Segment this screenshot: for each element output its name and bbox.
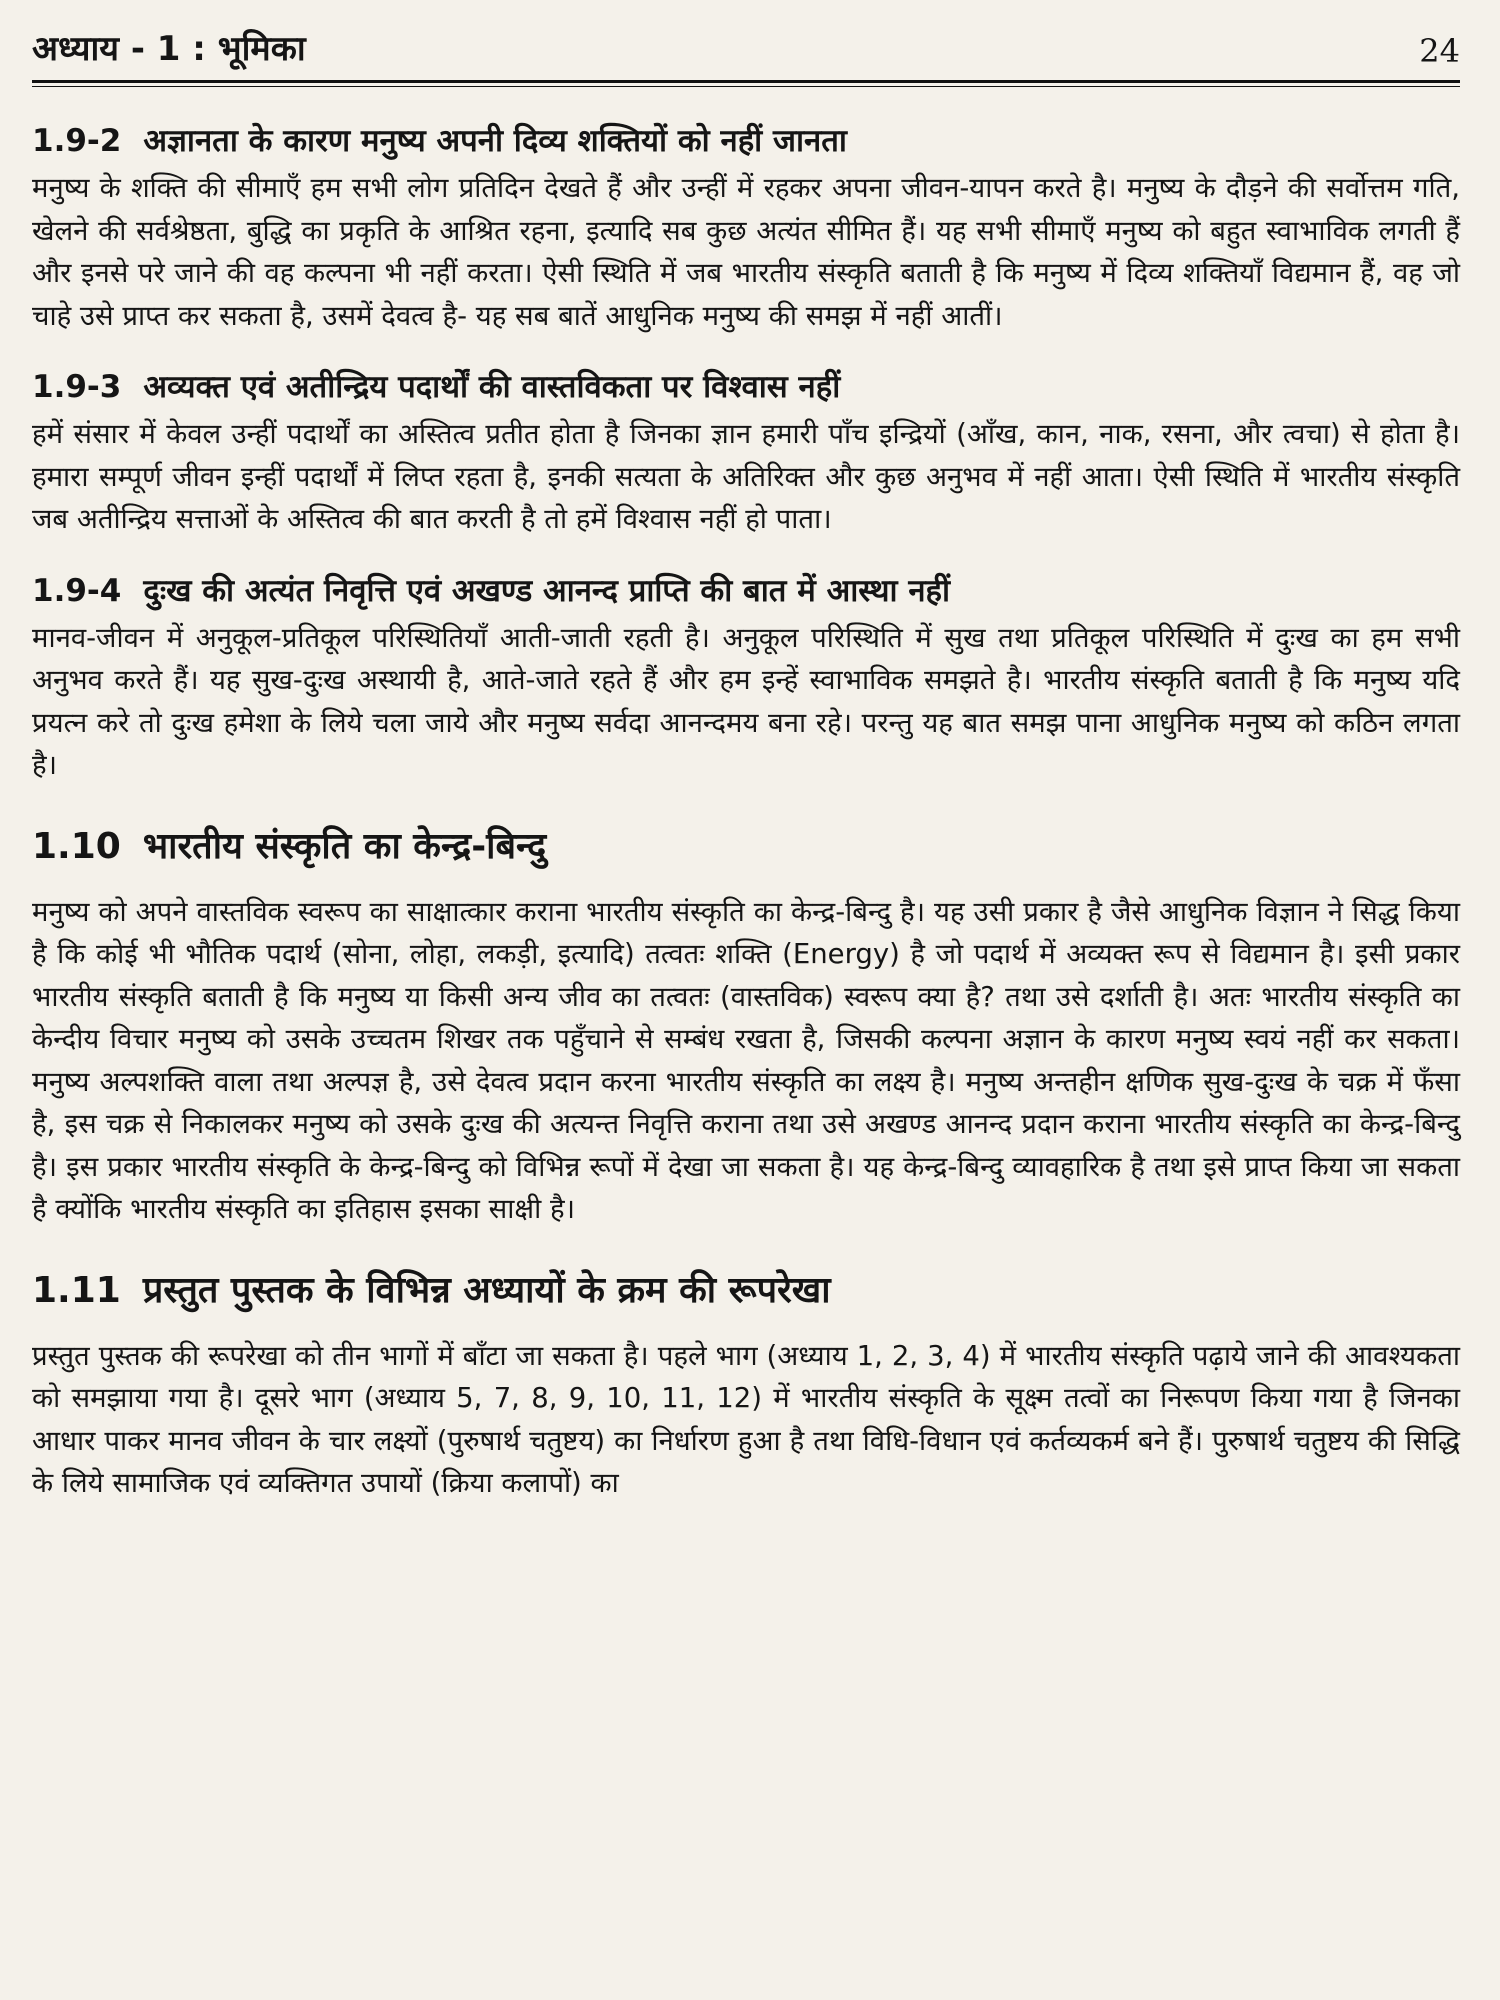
subsection-number: 1.9-3 bbox=[32, 369, 122, 405]
chapter-title: अध्याय - 1 : भूमिका bbox=[32, 29, 306, 69]
subsection-heading bbox=[32, 571, 1460, 611]
section-title: भारतीय संस्कृति का केन्द्र-बिन्दु bbox=[142, 825, 547, 867]
section-title: प्रस्तुत पुस्तक के विभिन्न अध्यायों के क्रम की रूपरेखा bbox=[142, 1269, 831, 1311]
subsection-title: दुःख की अत्यंत निवृत्ति एवं अखण्ड आनन्द प्राप्ति की बात में आस्था नहीं bbox=[143, 572, 951, 609]
subsection-1-9-2 bbox=[32, 121, 1460, 337]
subsection-heading bbox=[32, 121, 1460, 161]
subsection-title: अव्यक्त एवं अतीन्द्रिय पदार्थों की वास्तविकता पर विश्वास नहीं bbox=[143, 369, 841, 405]
header-rule-thin bbox=[32, 86, 1460, 87]
section-number: 1.11 bbox=[32, 1269, 121, 1311]
subsection-1-9-4 bbox=[32, 571, 1460, 787]
subsection-1-9-3 bbox=[32, 367, 1460, 541]
subsection-number: 1.9-2 bbox=[32, 123, 122, 159]
paragraph: मनुष्य के शक्ति की सीमाएँ हम सभी लोग प्रतिदिन देखते हैं और उन्हीं में रहकर अपना जीवन-यापन करते है। मनुष्य के दौड़ने की सर्वोत्तम गति, खेलने की सर्वश्रेष्ठता, बुद्धि का प्रकृति के आश्रित रहना, इत्यादि सब कुछ अत्यंत सीमित हैं। यह सभी सीमाएँ मनुष्य को बहुत स्वाभाविक लगती हैं और इनसे परे जाने की वह कल्पना भी नहीं करता। ऐसी स्थिति में जब भारतीय संस्कृति बताती है कि मनुष्य में दिव्य शक्तियाँ विद्यमान हैं, वह जो चाहे उसे प्राप्त कर सकता है, उसमें देवत्व है- यह सब बातें आधुनिक मनुष्य की समझ में नहीं आतीं। bbox=[32, 172, 1460, 332]
paragraph: मनुष्य को अपने वास्तविक स्वरूप का साक्षात्कार कराना भारतीय संस्कृति का केन्द्र-बिन्दु है। यह उसी प्रकार है जैसे आधुनिक विज्ञान ने सिद्ध किया है कि कोई भी भौतिक पदार्थ (सोना, लोहा, लकड़ी, इत्यादि) तत्वतः शक्ति (Energy) है जो पदार्थ में अव्यक्त रूप से विद्यमान है। इसी प्रकार भारतीय संस्कृति बताती है कि मनुष्य या किसी अन्य जीव का तत्वतः (वास्तविक) स्वरूप क्या है? तथा उसे दर्शाती है। अतः भारतीय संस्कृति का केन्दीय विचार मनुष्य को उसके उच्चतम शिखर तक पहुँचाने से सम्बंध रखता है, जिसकी कल्पना अज्ञान के कारण मनुष्य स्वयं नहीं कर सकता। मनुष्य अल्पशक्ति वाला तथा अल्पज्ञ है, उसे देवत्व प्रदान करना भारतीय संस्कृति का लक्ष्य है। मनुष्य अन्तहीन क्षणिक सुख-दुःख के चक्र में फँसा है, इस चक्र से निकालकर मनुष्य को उसके दुःख की अत्यन्त निवृत्ति कराना तथा उसे अखण्ड आनन्द प्रदान कराना भारतीय संस्कृति का केन्द्र-बिन्दु है। इस प्रकार भारतीय संस्कृति के केन्द्र-बिन्दु को विभिन्न रूपों में देखा जा सकता है। यह केन्द्र-बिन्दु व्यावहारिक है तथा इसे प्राप्त किया जा सकता है क्योंकि भारतीय संस्कृति का इतिहास इसका साक्षी है। bbox=[32, 895, 1460, 1225]
section-heading bbox=[32, 823, 1460, 871]
section-1-10 bbox=[32, 823, 1460, 1231]
paragraph: प्रस्तुत पुस्तक की रूपरेखा को तीन भागों में बाँटा जा सकता है। पहले भाग (अध्याय 1, 2, 3, 4) में भारतीय संस्कृति पढ़ाये जाने की आवश्यकता को समझाया गया है। दूसरे भाग (अध्याय 5, 7, 8, 9, 10, 11, 12) में भारतीय संस्कृति के सूक्ष्म तत्वों का निरूपण किया गया है जिनका आधार पाकर मानव जीवन के चार लक्ष्यों (पुरुषार्थ चतुष्टय) का निर्धारण हुआ है तथा विधि-विधान एवं कर्तव्यकर्म बने हैं। पुरुषार्थ चतुष्टय की सिद्धि के लिये सामाजिक एवं व्यक्तिगत उपायों (क्रिया कलापों) का bbox=[32, 1339, 1460, 1499]
subsection-heading bbox=[32, 367, 1460, 407]
paragraph: हमें संसार में केवल उन्हीं पदार्थों का अस्तित्व प्रतीत होता है जिनका ज्ञान हमारी पाँच इन्द्रियों (आँख, कान, नाक, रसना, और त्वचा) से होता है। हमारा सम्पूर्ण जीवन इन्हीं पदार्थों में लिप्त रहता है, इनकी सत्यता के अतिरिक्त और कुछ अनुभव में नहीं आता। ऐसी स्थिति में भारतीय संस्कृति जब अतीन्द्रिय सत्ताओं के अस्तित्व की बात करती है तो हमें विश्वास नहीं हो पाता। bbox=[32, 418, 1460, 535]
subsection-number: 1.9-4 bbox=[32, 572, 122, 609]
section-heading bbox=[32, 1267, 1460, 1315]
subsection-title: अज्ञानता के कारण मनुष्य अपनी दिव्य शक्तियों को नहीं जानता bbox=[143, 123, 847, 159]
section-1-11 bbox=[32, 1267, 1460, 1505]
page-number: 24 bbox=[1419, 32, 1460, 70]
section-number: 1.10 bbox=[32, 825, 121, 867]
header-rule bbox=[32, 80, 1460, 83]
running-header bbox=[32, 0, 1460, 70]
paragraph: मानव-जीवन में अनुकूल-प्रतिकूल परिस्थितियाँ आती-जाती रहती है। अनुकूल परिस्थिति में सुख तथा प्रतिकूल परिस्थिति में दुःख का हम सभी अनुभव करते हैं। यह सुख-दुःख अस्थायी है, आते-जाते रहते हैं और हम इन्हें स्वाभाविक समझते है। भारतीय संस्कृति बताती है कि मनुष्य यदि प्रयत्न करे तो दुःख हमेशा के लिये चला जाये और मनुष्य सर्वदा आनन्दमय बना रहे। परन्तु यह बात समझ पाना आधुनिक मनुष्य को कठिन लगता है। bbox=[32, 621, 1460, 781]
